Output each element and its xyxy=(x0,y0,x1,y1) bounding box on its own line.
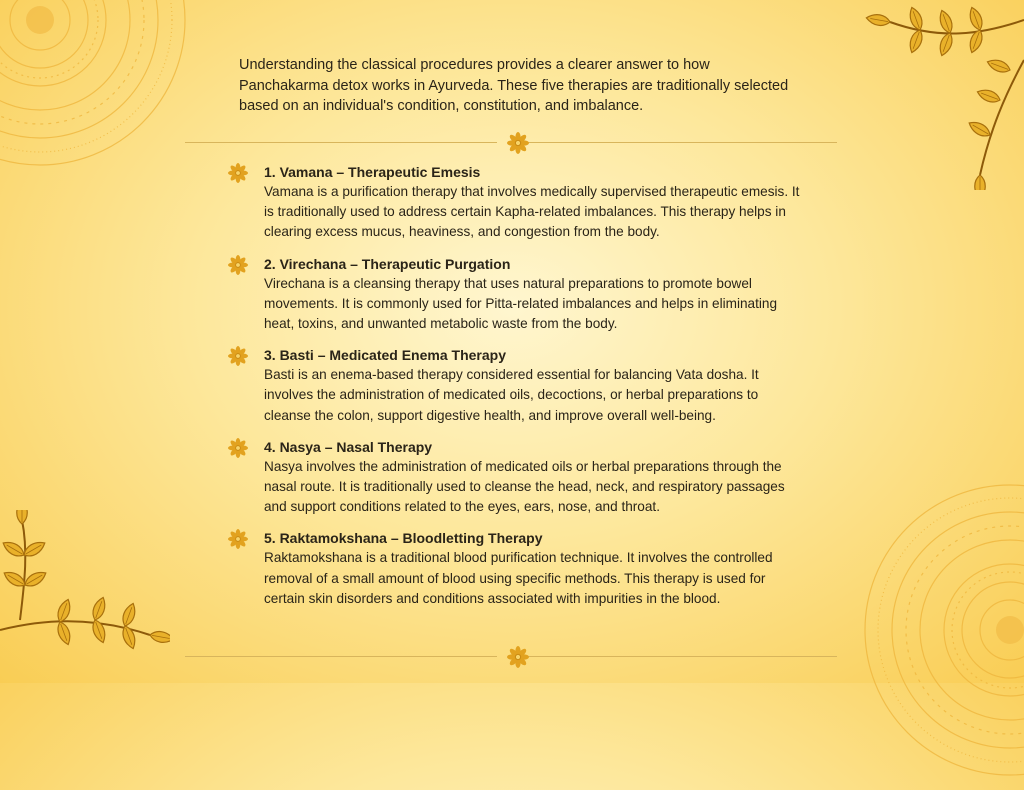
therapy-item-vamana xyxy=(228,162,808,243)
flower-ornament-icon xyxy=(507,646,529,668)
therapy-item-raktamokshana xyxy=(228,528,808,609)
therapy-description: Raktamokshana is a traditional blood purification technique. It involves the controlled removal of a small amount of blood using specific methods. This therapy is used for certain skin disorders and conditions associated with impurities in the blood. xyxy=(264,550,773,606)
leaf-vine-top-right-decoration xyxy=(830,0,1024,190)
therapy-item-basti xyxy=(228,345,808,426)
flower-ornament-icon xyxy=(507,132,529,154)
therapy-title: 2. Virechana – Therapeutic Purgation xyxy=(264,255,511,272)
section-divider-top xyxy=(185,132,837,154)
therapy-item-nasya xyxy=(228,437,808,518)
therapy-description: Nasya involves the administration of medicated oils or herbal preparations through the nasal route. It is traditionally used to cleanse the head, neck, and respiratory passages and support conditions related to the eyes, ears, nose, and throat. xyxy=(264,458,785,515)
section-divider-bottom xyxy=(185,646,837,668)
flower-bullet-icon xyxy=(228,346,248,366)
mandala-top-left-decoration xyxy=(0,0,200,180)
flower-bullet-icon xyxy=(228,163,248,183)
therapy-title: 1. Vamana – Therapeutic Emesis xyxy=(264,164,481,180)
therapy-description: Vamana is a purification therapy that involves medically supervised therapeutic emesis. It is traditionally used to address certain Kapha-related imbalances. This therapy helps in clearing excess mucus, heaviness, and congestion from the body. xyxy=(264,184,800,240)
therapy-item-virechana xyxy=(228,254,808,335)
intro-paragraph: Understanding the classical procedures provides a clearer answer to how Panchakarma detox works in Ayurveda. These five therapies are traditionally selected based on an individual's condition, constitution, and imbalance. xyxy=(239,57,789,114)
mandala-bottom-right-decoration xyxy=(850,470,1024,790)
flower-bullet-icon xyxy=(228,529,248,549)
therapy-description: Virechana is a cleansing therapy that uses natural preparations to promote bowel movements. It is commonly used for Pitta-related imbalances and helps in eliminating heat, toxins, and unwanted metabolic waste from the body. xyxy=(264,275,778,332)
therapy-list xyxy=(228,162,808,620)
therapy-title: 5. Raktamokshana – Bloodletting Therapy xyxy=(264,530,543,547)
therapy-title: 4. Nasya – Nasal Therapy xyxy=(264,438,433,455)
therapy-description: Basti is an enema-based therapy considered essential for balancing Vata dosha. It involves the administration of medicated oils, decoctions, or herbal preparations to cleanse the colon, support digestive health, and improve overall well-being. xyxy=(264,367,759,423)
flower-bullet-icon xyxy=(228,438,248,458)
leaf-vine-bottom-left-decoration xyxy=(0,510,170,683)
therapy-title: 3. Basti – Medicated Enema Therapy xyxy=(264,347,506,364)
flower-bullet-icon xyxy=(228,255,248,275)
